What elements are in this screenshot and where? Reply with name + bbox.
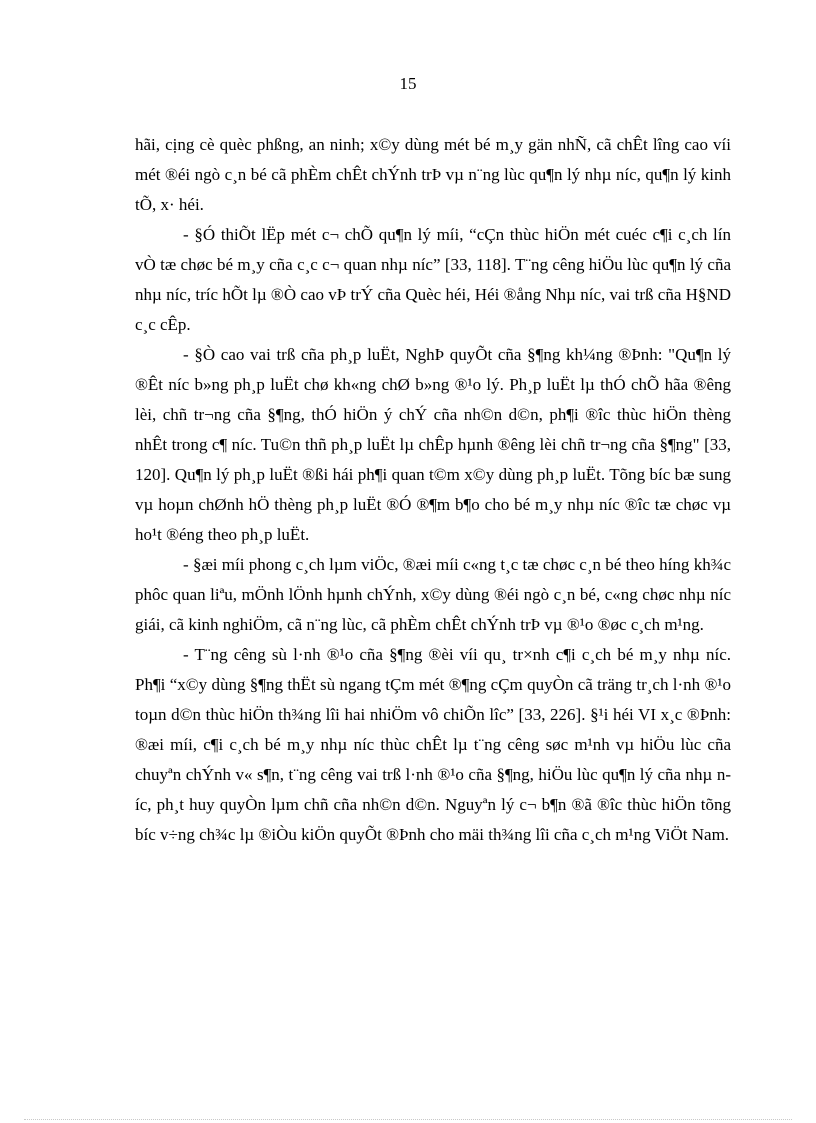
body-text: [135, 130, 731, 850]
paragraph-3: - §Ò cao vai trß cña ph¸p luËt, NghÞ quyÕt cña §¶ng kh¼ng ®Þnh: "Qu¶n lý ®Êt níc b»ng ph¸p luËt chø kh«ng chØ b»ng ®¹o lý. Ph¸p luËt lµ thÓ chÕ hãa ®êng lèi, chñ tr¬ng cña §¶ng, thÓ hiÖn ý chÝ cña nh©n d©n, ph¶i ®îc thùc hiÖn thèng nhÊt trong c¶ níc. Tu©n thñ ph¸p luËt lµ chÊp hµnh ®êng lèi chñ tr¬ng cña §¶ng" [33, 120]. Qu¶n lý ph¸p luËt ®ßi hái ph¶i quan t©m x©y dùng ph¸p luËt. Tõng bíc bæ sung vµ hoµn chØnh hÖ thèng ph¸p luËt ®Ó ®¶m b¶o cho bé m¸y nhµ níc ®îc tæ chøc vµ ho¹t ®éng theo ph¸p luËt.: [135, 345, 731, 544]
paragraph-2: - §Ó thiÕt lËp mét c¬ chÕ qu¶n lý míi, “cÇn thùc hiÖn mét cuéc c¶i c¸ch lín vÒ tæ chøc bé m¸y cña c¸c c¬ quan nhµ níc” [33, 118]. T¨ng cêng hiÖu lùc qu¶n lý cña nhµ níc, tríc hÕt lµ ®Ò cao vÞ trÝ cña Quèc héi, Héi ®ång Nhµ níc, vai trß cña H§ND c¸c cÊp.: [135, 225, 731, 334]
paragraph-1: hãi, cịng cè quèc phßng, an ninh; x©y dùng mét bé m¸y gän nhÑ, cã chÊt lîng cao víi mét ®éi ngò c¸n bé cã phÈm chÊt chÝnh trÞ vµ n¨ng lùc qu¶n lý nhµ níc, qu¶n lý kinh tÕ, x· héi.: [135, 135, 731, 214]
page-bottom-divider: [24, 1119, 792, 1120]
page-number: 15: [399, 74, 417, 93]
paragraph-5: - T¨ng cêng sù l·nh ®¹o cña §¶ng ®èi víi qu¸ tr×nh c¶i c¸ch bé m¸y nhµ níc. Ph¶i “x©y dùng §¶ng thËt sù ngang tÇm mét ®¶ng cÇm quyÒn cã träng tr¸ch l·nh ®¹o toµn d©n thùc hiÖn th¾ng lîi hai nhiÖm vô chiÕn lîc” [33, 226]. §¹i héi VI x¸c ®Þnh: ®æi míi, c¶i c¸ch bé m¸y nhµ níc thùc chÊt lµ t¨ng cêng søc m¹nh vµ hiÖu lùc cña chuyªn chÝnh v« s¶n, t¨ng cêng vai trß l·nh ®¹o cña §¶ng, hiÖu lùc qu¶n lý cña nhµ níc, ph¸t huy quyÒn lµm chñ cña nh©n d©n. Nguyªn lý c¬ b¶n ®ã ®îc thùc hiÖn tõng bíc v÷ng ch¾c lµ ®iÒu kiÖn quyÕt ®Þnh cho mäi th¾ng lîi cña c¸ch m¹ng ViÖt Nam.: [135, 645, 731, 844]
paragraph-4: - §æi míi phong c¸ch lµm viÖc, ®æi míi c«ng t¸c tæ chøc c¸n bé theo híng kh¾c phôc quan liªu, mÖnh lÖnh hµnh chÝnh, x©y dùng ®éi ngò c¸n bé, c«ng chøc nhµ níc giái, cã kinh nghiÖm, cã n¨ng lùc, cã phÈm chÊt chÝnh trÞ vµ ®¹o ®øc c¸ch m¹ng.: [135, 555, 731, 634]
